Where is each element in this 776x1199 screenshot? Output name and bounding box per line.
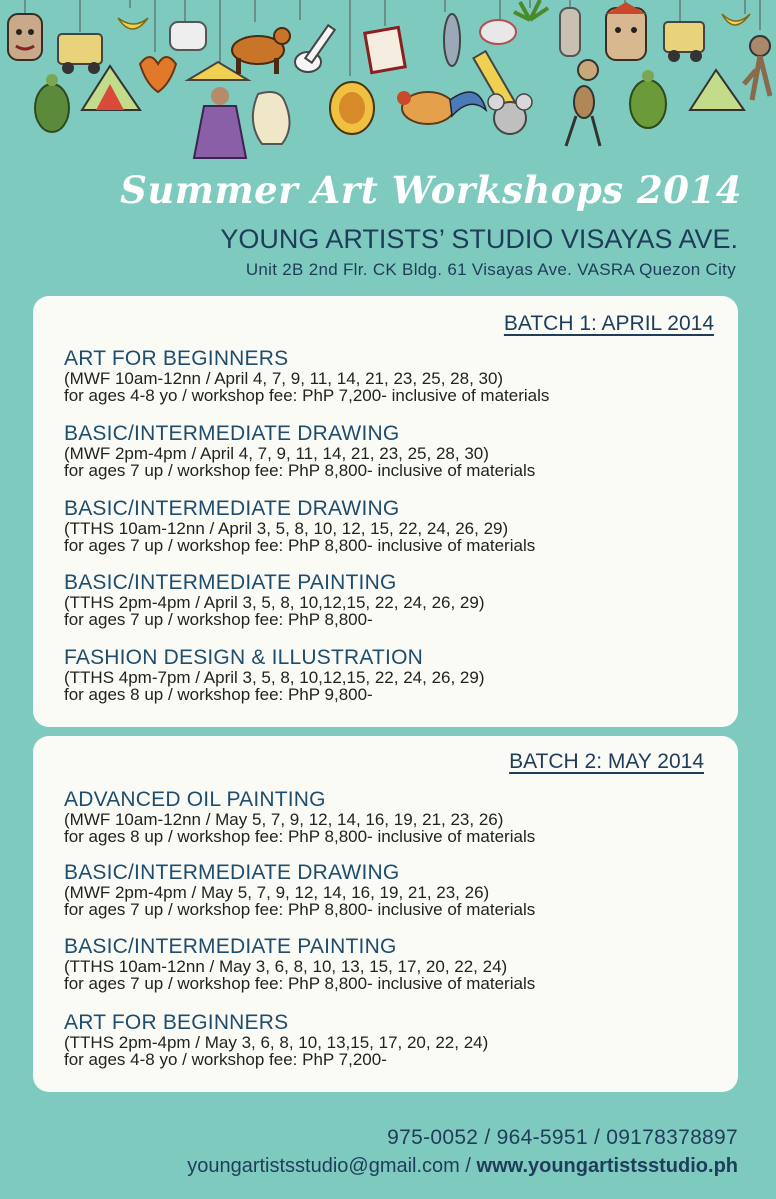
course-schedule: (TTHS 2pm-4pm / April 3, 5, 8, 10,12,15, 22, 24, 26, 29)	[64, 593, 485, 612]
course-title: BASIC/INTERMEDIATE DRAWING	[64, 497, 400, 520]
course-details: for ages 7 up / workshop fee: PhP 8,800-	[64, 610, 373, 629]
vase-ornament	[253, 92, 290, 144]
course-schedule: (TTHS 10am-12nn / April 3, 5, 8, 10, 12, 15, 22, 24, 26, 29)	[64, 519, 509, 538]
course-title: ART FOR BEGINNERS	[64, 347, 289, 370]
turtle-ornament	[35, 74, 69, 132]
web-contact-line	[187, 1155, 738, 1178]
course-item	[64, 498, 728, 554]
batch-1-card	[33, 296, 738, 727]
course-details: for ages 7 up / workshop fee: PhP 8,800- inclusive of materials	[64, 974, 536, 993]
girl-umbrella-ornament	[188, 62, 248, 158]
heart-ornament	[140, 57, 176, 92]
plant-ornament	[514, 0, 548, 20]
mask-ornament	[8, 14, 42, 60]
bucket-ornament	[170, 22, 206, 50]
course-schedule: (MWF 2pm-4pm / May 5, 7, 9, 12, 14, 16, 19, 21, 23, 26)	[64, 883, 490, 902]
course-item	[64, 1012, 728, 1068]
batch-2-heading: BATCH 2: MAY 2014	[509, 750, 704, 773]
hanging-art-illustration	[0, 0, 776, 175]
course-item	[64, 348, 728, 404]
course-title: ADVANCED OIL PAINTING	[64, 788, 326, 811]
horse-ornament	[232, 28, 290, 74]
statue-ornament	[560, 8, 580, 56]
course-item	[64, 789, 728, 845]
course-title: ART FOR BEGINNERS	[64, 1011, 289, 1034]
book-ornament	[365, 27, 405, 72]
banana-ornament-right	[722, 14, 750, 25]
course-details: for ages 7 up / workshop fee: PhP 8,800- inclusive of materials	[64, 536, 536, 555]
monkey-ornament	[744, 36, 770, 100]
email-link[interactable]: youngartistsstudio@gmail.com	[187, 1155, 460, 1177]
course-details: for ages 4-8 yo / workshop fee: PhP 7,200-	[64, 1050, 387, 1069]
bowl-ornament	[480, 20, 516, 44]
course-schedule: (TTHS 2pm-4pm / May 3, 6, 8, 10, 13,15, 17, 20, 22, 24)	[64, 1033, 489, 1052]
course-title: BASIC/INTERMEDIATE DRAWING	[64, 861, 400, 884]
course-schedule: (MWF 10am-12nn / May 5, 7, 9, 12, 14, 16, 19, 21, 23, 26)	[64, 810, 504, 829]
course-item	[64, 936, 728, 992]
truck-ornament-right	[664, 22, 704, 62]
course-title: BASIC/INTERMEDIATE PAINTING	[64, 935, 397, 958]
website-link[interactable]: www.youngartistsstudio.ph	[476, 1155, 738, 1177]
tent-ornament-right	[690, 70, 744, 110]
separator: /	[459, 1155, 477, 1177]
studio-name: YOUNG ARTISTS’ STUDIO VISAYAS AVE.	[220, 224, 738, 254]
course-item	[64, 423, 728, 479]
course-title: BASIC/INTERMEDIATE DRAWING	[64, 422, 400, 445]
course-item	[64, 572, 728, 628]
course-details: for ages 8 up / workshop fee: PhP 8,800- inclusive of materials	[64, 827, 536, 846]
batch-1-heading: BATCH 1: APRIL 2014	[503, 312, 714, 335]
turtle-ornament-right	[630, 70, 666, 128]
batch-2-card	[33, 736, 738, 1092]
phone-numbers: 975-0052 / 964-5951 / 09178378897	[387, 1126, 738, 1149]
mask-ornament-right	[606, 2, 646, 60]
fish-ornament	[444, 14, 460, 66]
guitar-ornament	[295, 25, 335, 72]
drum-ornament	[330, 82, 374, 134]
banana-ornament	[118, 18, 148, 29]
rooster-ornament	[397, 91, 486, 124]
course-details: for ages 7 up / workshop fee: PhP 8,800- inclusive of materials	[64, 900, 536, 919]
course-schedule: (MWF 10am-12nn / April 4, 7, 9, 11, 14, 21, 23, 25, 28, 30)	[64, 369, 504, 388]
course-details: for ages 4-8 yo / workshop fee: PhP 7,200- inclusive of materials	[64, 386, 550, 405]
course-schedule: (MWF 2pm-4pm / April 4, 7, 9, 11, 14, 21, 23, 25, 28, 30)	[64, 444, 489, 463]
event-title: Summer Art Workshops 2014	[120, 168, 742, 212]
ant-ornament	[566, 60, 600, 146]
course-details: for ages 8 up / workshop fee: PhP 9,800-	[64, 685, 373, 704]
course-details: for ages 7 up / workshop fee: PhP 8,800- inclusive of materials	[64, 461, 536, 480]
course-title: FASHION DESIGN & ILLUSTRATION	[64, 646, 423, 669]
studio-address: Unit 2B 2nd Flr. CK Bldg. 61 Visayas Ave. VASRA Quezon City	[245, 260, 736, 279]
course-schedule: (TTHS 10am-12nn / May 3, 6, 8, 10, 13, 15, 17, 20, 22, 24)	[64, 957, 508, 976]
course-title: BASIC/INTERMEDIATE PAINTING	[64, 571, 397, 594]
course-item	[64, 647, 728, 703]
course-schedule: (TTHS 4pm-7pm / April 3, 5, 8, 10,12,15, 22, 24, 26, 29)	[64, 668, 485, 687]
truck-ornament	[58, 34, 102, 74]
course-item	[64, 862, 728, 918]
